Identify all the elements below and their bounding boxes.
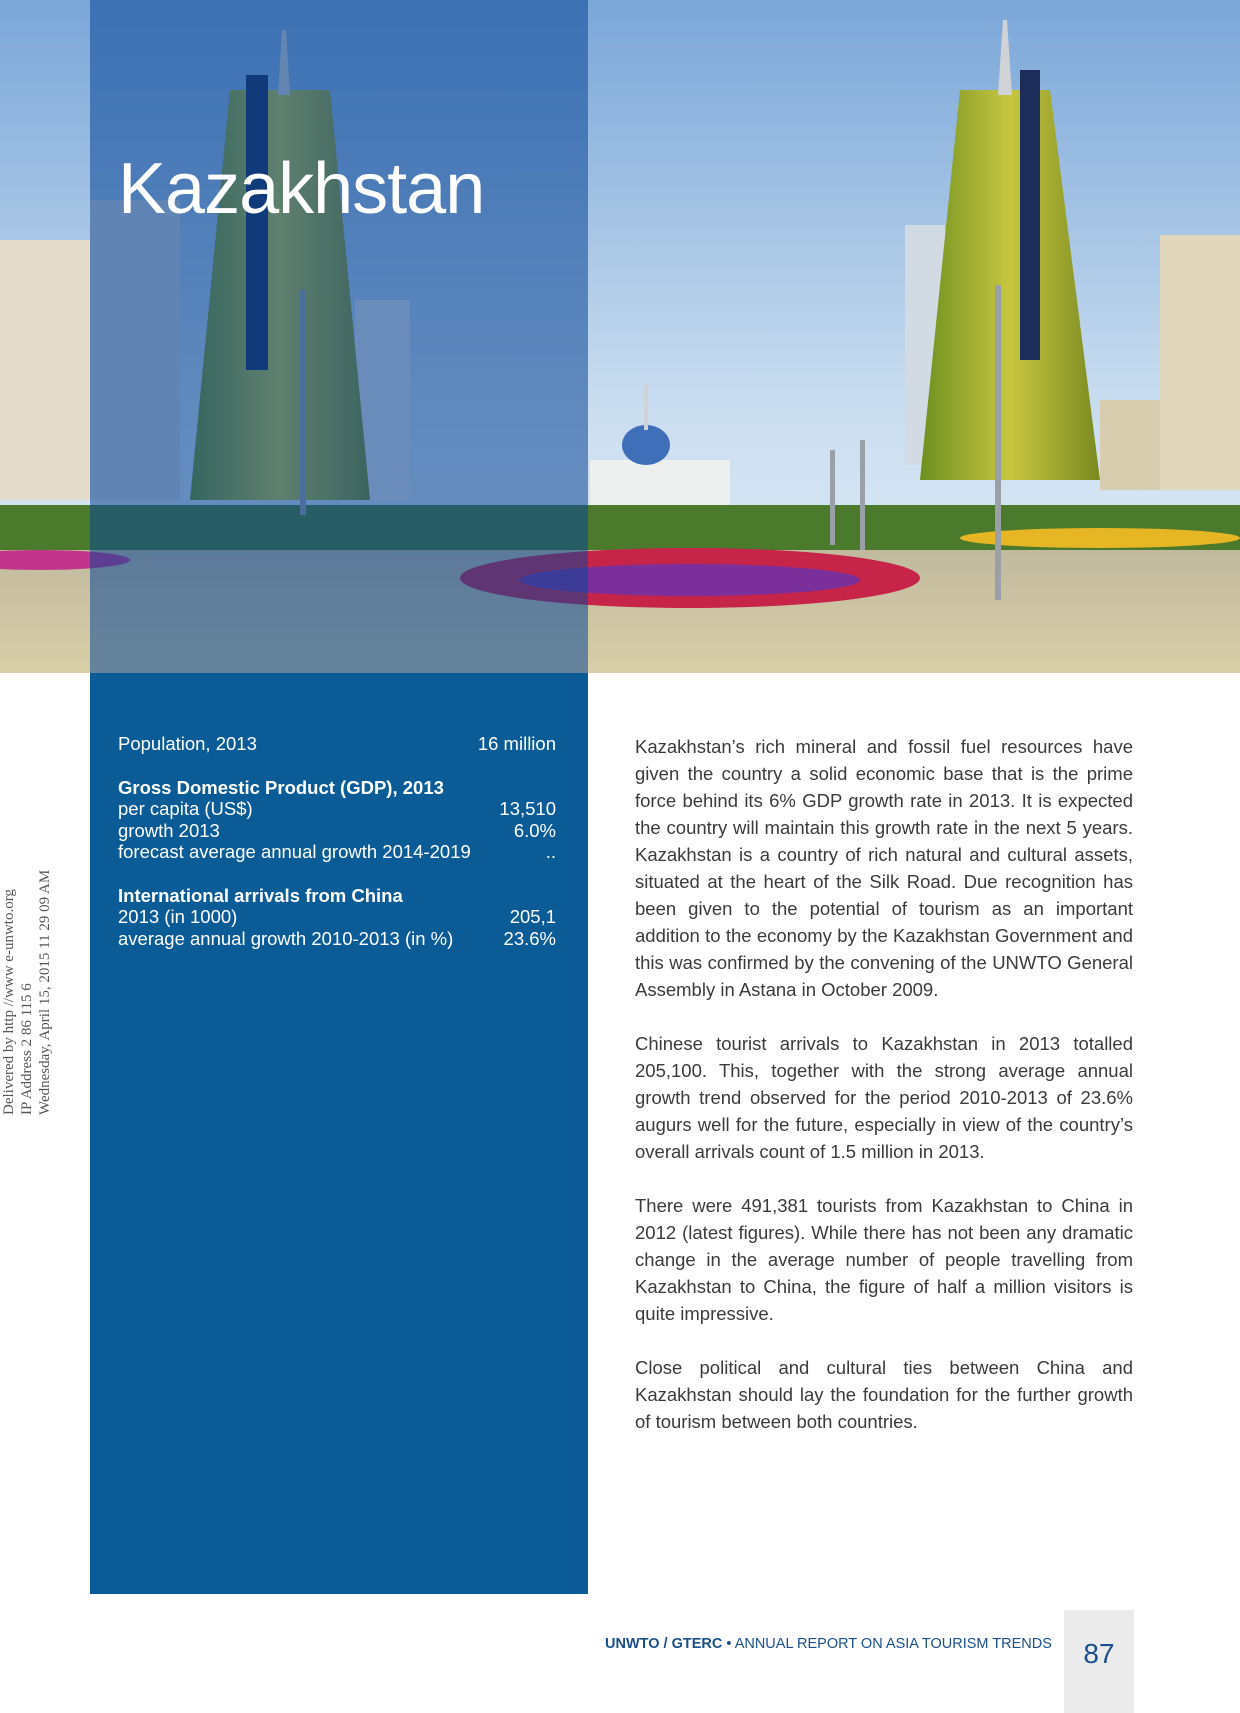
- gdp-row-label: growth 2013: [118, 819, 220, 841]
- body-paragraph: Chinese tourist arrivals to Kazakhstan in 2013 totalled 205,100. This, together with the strong average annual growth trend observed for the period 2010-2013 of 23.6% augurs well for the future, especially in view of the country’s overall arrivals count of 1.5 million in 2013.: [635, 1033, 1133, 1162]
- page-number: 87: [1083, 1638, 1115, 1669]
- delivery-watermark: [0, 870, 54, 1115]
- gdp-row: [118, 820, 556, 842]
- body-paragraph: Close political and cultural ties between China and Kazakhstan should lay the foundation for the further growth of tourism between both countries.: [635, 1357, 1133, 1432]
- arrivals-row: [118, 906, 556, 928]
- population-row: [118, 733, 556, 755]
- footer-brand: UNWTO / GTERC: [605, 1636, 723, 1652]
- watermark-line: IP Address 2 86 115 6: [19, 983, 35, 1115]
- gdp-row-value: ..: [545, 841, 556, 862]
- population-value: 16 million: [477, 733, 556, 754]
- arrivals-row-value: 205,1: [509, 906, 556, 927]
- watermark-line: Wednesday, April 15, 2015 11 29 09 AM: [37, 869, 53, 1115]
- key-facts: [118, 733, 556, 949]
- arrivals-row-label: average annual growth 2010-2013 (in %): [118, 927, 454, 949]
- gdp-row-label: per capita (US$): [118, 798, 253, 819]
- watermark-line: Delivered by http //www e-unwto.org: [1, 889, 17, 1115]
- body-paragraph: Kazakhstan’s rich mineral and fossil fuel resources have given the country a solid economic base that is the prime force behind its 6% GDP growth rate in 2013. It is expected the country will maintain this growth rate in the next 5 years. Kazakhstan is a country of rich natural and cultural assets, situated at the heart of the Silk Road. Due recognition has been given to the potential of tourism as an important addition to the economy by the Kazakhstan Government and this was confirmed by the convening of the UNWTO General Assembly in Astana in October 2009.: [635, 736, 1133, 1000]
- gdp-row: [118, 798, 556, 820]
- arrivals-row-value: 23.6%: [503, 927, 556, 949]
- page-title: Kazakhstan: [118, 149, 485, 229]
- gdp-row: [118, 841, 556, 863]
- body-paragraph: There were 491,381 tourists from Kazakhstan to China in 2012 (latest figures). While there has not been any dramatic change in the average number of people travelling from Kazakhstan to China, the figure of half a million visitors is quite impressive.: [635, 1195, 1133, 1324]
- population-label: Population, 2013: [118, 733, 257, 754]
- panel-photo-overlay: [90, 0, 588, 673]
- article-body: [635, 733, 1133, 1462]
- arrivals-row-label: 2013 (in 1000): [118, 906, 238, 927]
- gdp-row-label: forecast average annual growth 2014-2019: [118, 841, 471, 862]
- arrivals-heading: International arrivals from China: [118, 884, 403, 906]
- arrivals-row: [118, 928, 556, 950]
- gdp-row-value: 6.0%: [513, 819, 556, 841]
- gdp-row-value: 13,510: [499, 798, 556, 819]
- footer-separator: •: [726, 1636, 732, 1652]
- footer-report-title: ANNUAL REPORT ON ASIA TOURISM TRENDS: [734, 1636, 1052, 1652]
- running-footer: [605, 1636, 1052, 1652]
- gdp-heading: Gross Domestic Product (GDP), 2013: [118, 776, 444, 798]
